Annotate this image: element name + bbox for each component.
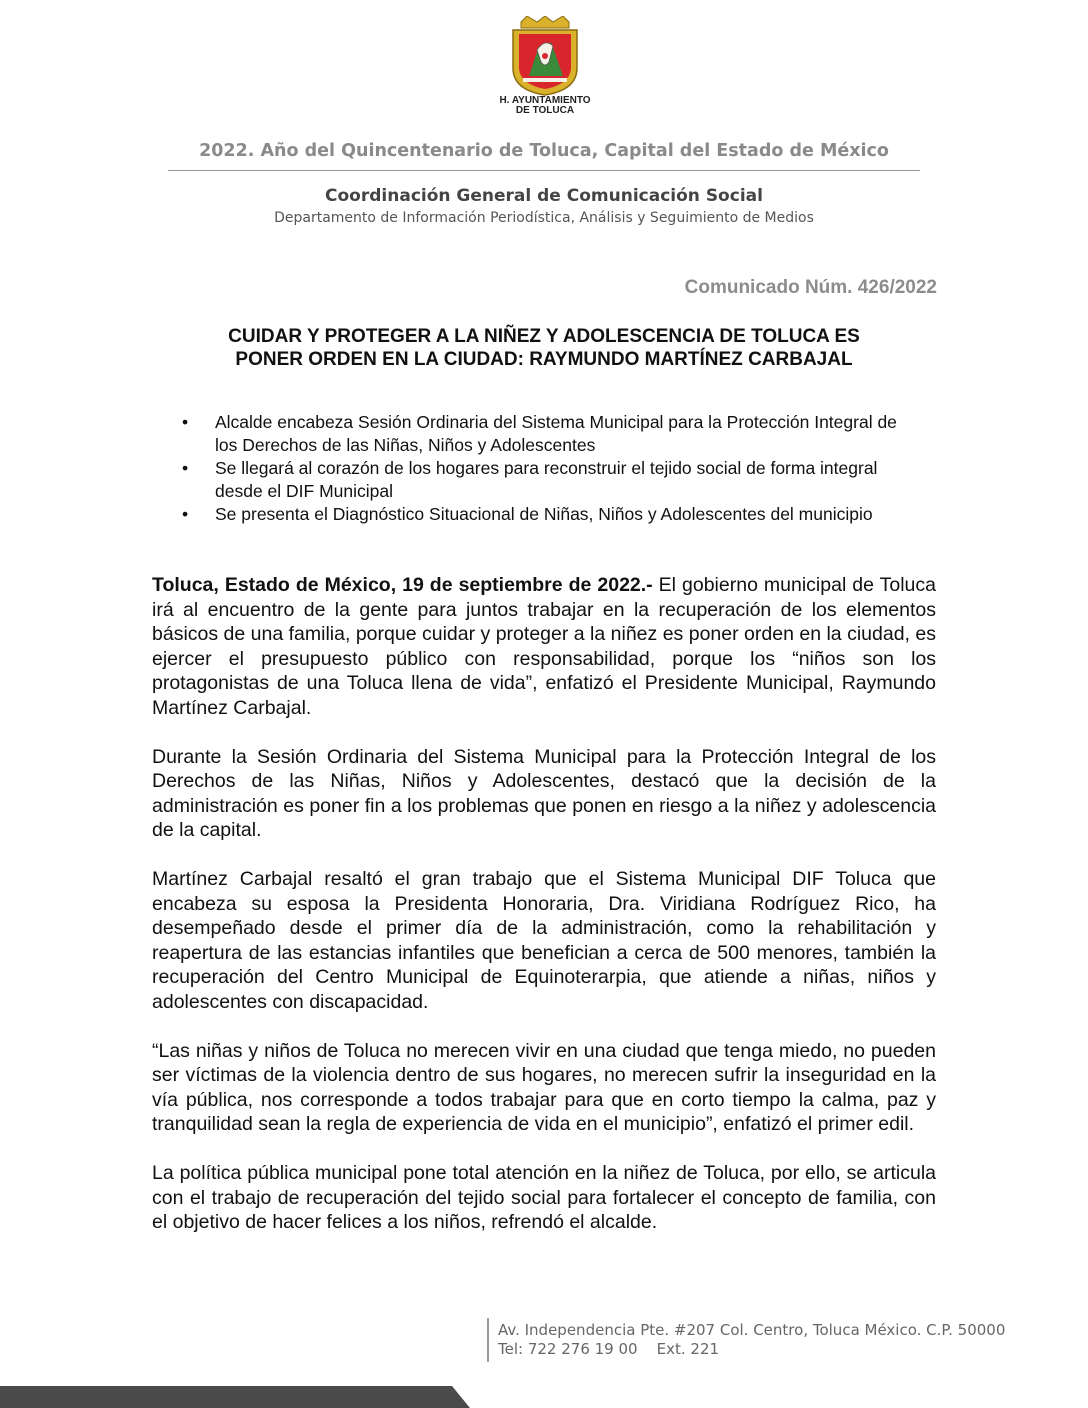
paragraph-3: Martínez Carbajal resaltó el gran trabajo que el Sistema Municipal DIF Toluca que encabeza su esposa la Presidenta Honoraria, Dra. Viridiana Rodríguez Rico, ha desempeñado desde el primer día de la administración, como la rehabilitación y reapertura de las estancias infantiles que benefician a cerca de 500 menores, también la recuperación del Centro Municipal de Equinoterarpia, que atiende a niñas, niños y adolescentes con discapacidad. — [152, 868, 936, 1013]
coordination-title: Coordinación General de Comunicación Social — [325, 186, 763, 206]
footer-band-decoration — [0, 1386, 470, 1408]
bullet-icon: • — [182, 412, 189, 432]
headline-line1: CUIDAR Y PROTEGER A LA NIÑEZ Y ADOLESCENCIA DE TOLUCA ES — [228, 326, 860, 347]
dateline: Toluca, Estado de México, 19 de septiembre de 2022.- — [152, 574, 653, 596]
press-release-number: Comunicado Núm. 426/2022 — [684, 277, 937, 298]
bullet-text: Alcalde encabeza Sesión Ordinaria del Sistema Municipal para la Protección Integral de los Derechos de las Niñas, Niños y Adolescentes — [215, 412, 897, 455]
logo-caption-line1: H. AYUNTAMIENTO — [499, 95, 591, 106]
paragraph-1-text: El gobierno municipal de Toluca irá al encuentro de la gente para juntos trabajar en la recuperación de los elementos básicos de una familia, porque cuidar y proteger a la niñez es poner orden en la ciudad, es ejercer el presupuesto público con responsabilidad, porque los “niños son los protagonistas de una Toluca llena de vida”, enfatizó el Presidente Municipal, Raymundo Martínez Carbajal. — [152, 574, 936, 719]
toluca-coat-of-arms-logo — [507, 16, 583, 96]
paragraph-4: “Las niñas y niños de Toluca no merecen vivir en una ciudad que tenga miedo, no pueden ser víctimas de la violencia dentro de sus hogares, no merecen sufrir la inseguridad en la vía pública, nos corresponde a todos trabajar para que en corto tiempo la calma, paz y tranquilidad sean la regla de experiencia de vida en el municipio”, enfatizó el primer edil. — [152, 1039, 936, 1135]
header-divider — [168, 170, 920, 171]
paragraph-2: Durante la Sesión Ordinaria del Sistema Municipal para la Protección Integral de los Derechos de las Niñas, Niños y Adolescentes, destacó que la decisión de la administración es poner fin a los problemas que ponen en riesgo a la niñez y adolescencia de la capital. — [152, 745, 936, 841]
article-body — [152, 573, 936, 1259]
list-item — [170, 457, 920, 503]
footer-phone: Tel: 722 276 19 00 Ext. 221 — [498, 1340, 720, 1358]
footer-address: Av. Independencia Pte. #207 Col. Centro, Toluca México. C.P. 50000 — [498, 1321, 1006, 1339]
bullet-icon: • — [182, 458, 189, 478]
headline-line2: PONER ORDEN EN LA CIUDAD: RAYMUNDO MARTÍNEZ CARBAJAL — [235, 349, 853, 370]
headline — [152, 325, 936, 371]
highlights-list — [170, 411, 920, 526]
paragraph-1 — [152, 573, 936, 720]
bullet-icon: • — [182, 504, 189, 524]
list-item — [170, 503, 920, 526]
year-motto: 2022. Año del Quincentenario de Toluca, Capital del Estado de México — [199, 141, 889, 161]
bullet-text: Se llegará al corazón de los hogares para reconstruir el tejido social de forma integral desde el DIF Municipal — [215, 458, 878, 501]
list-item — [170, 411, 920, 457]
footer-divider — [487, 1318, 489, 1362]
logo-caption — [470, 96, 620, 116]
logo-caption-line2: DE TOLUCA — [515, 105, 575, 116]
bullet-text: Se presenta el Diagnóstico Situacional de Niñas, Niños y Adolescentes del municipio — [215, 504, 873, 524]
department-subtitle: Departamento de Información Periodística, Análisis y Seguimiento de Medios — [274, 210, 814, 226]
paragraph-5: La política pública municipal pone total atención en la niñez de Toluca, por ello, se articula con el trabajo de recuperación del tejido social para fortalecer el concepto de familia, con el objetivo de hacer felices a los niños, refrendó el alcalde. — [152, 1162, 936, 1233]
